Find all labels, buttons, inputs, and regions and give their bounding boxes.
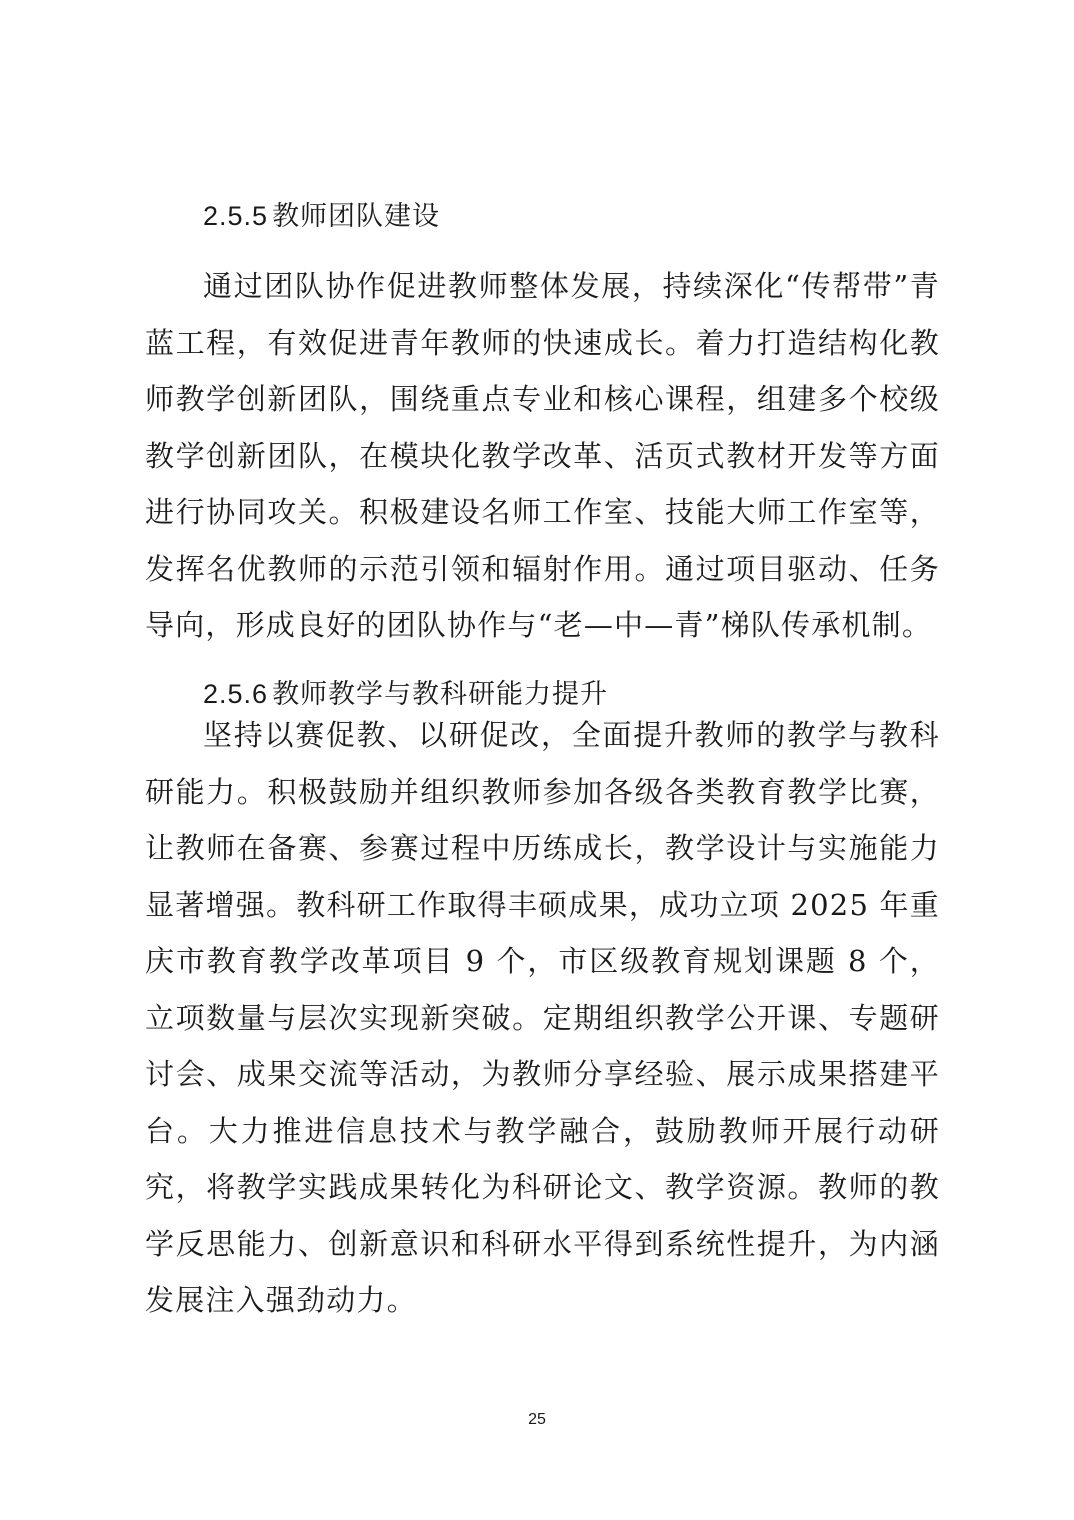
section-heading xyxy=(203,196,440,237)
page-number: 25 xyxy=(528,1411,546,1428)
section-number: 2.5.6 xyxy=(203,679,269,709)
section-title: 教师教学与教科研能力提升 xyxy=(272,679,609,710)
section-number: 2.5.5 xyxy=(203,201,269,231)
section-paragraph: 通过团队协作促进教师整体发展，持续深化“传帮带”青蓝工程，有效促进青年教师的快速成长。着力打造结构化教师教学创新团队，围绕重点专业和核心课程，组建多个校级教学创新团队，在模块化教学改革、活页式教材开发等方面进行协同攻关。积极建设名师工作室、技能大师工作室等，发挥名优教师的示范引领和辐射作用。通过项目驱动、任务导向，形成良好的团队协作与“老—中—青”梯队传承机制。 xyxy=(145,269,940,642)
section-paragraph: 坚持以赛促教、以研促改，全面提升教师的教学与教科研能力。积极鼓励并组织教师参加各级各类教育教学比赛，让教师在备赛、参赛过程中历练成长，教学设计与实施能力显著增强。教科研工作取得丰硕成果，成功立项 2025 年重庆市教育教学改革项目 9 个，市区级教育规划课题 8 个，立项数量与层次实现新突破。定期组织教学公开课、专题研讨会、成果交流等活动，为教师分享经验、展示成果搭建平台。大力推进信息技术与教学融合，鼓励教师开展行动研究，将教学实践成果转化为科研论文、教学资源。教师的教学反思能力、创新意识和科研水平得到系统性提升，为内涵发展注入强劲动力。 xyxy=(145,718,940,1317)
section-title: 教师团队建设 xyxy=(272,201,441,232)
